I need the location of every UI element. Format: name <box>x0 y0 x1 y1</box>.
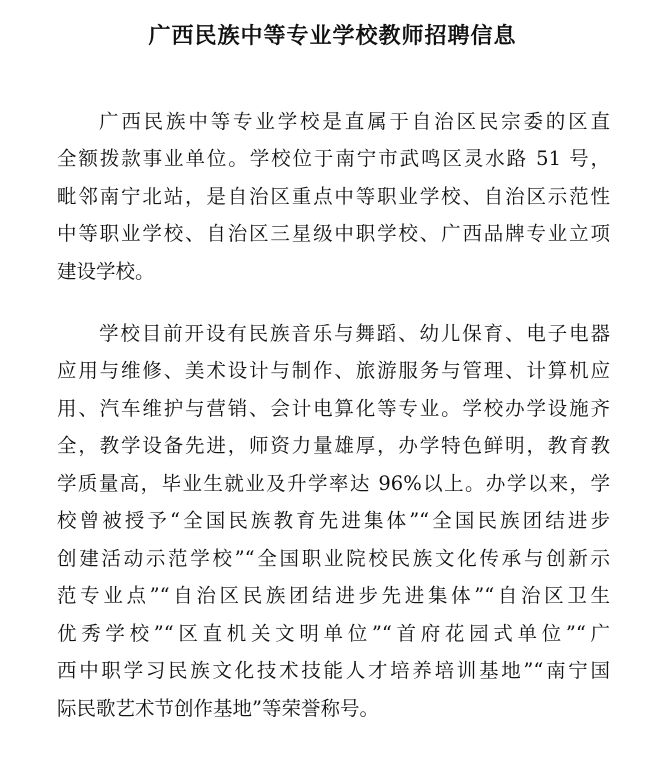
page-title: 广西民族中等专业学校教师招聘信息 <box>148 24 517 49</box>
paragraph-2-line-2: 应用与维修、美术设计与制作、旅游服务与管理、计算机应 <box>57 359 610 382</box>
paragraph-1-line-5: 建设学校。 <box>57 260 155 283</box>
paragraph-2-line-7: 创建活动示范学校”“全国职业院校民族文化传承与创新示 <box>57 547 610 570</box>
paragraph-2-line-5: 学质量高，毕业生就业及升学率达 96%以上。办学以来，学 <box>57 472 610 495</box>
paragraph-2-line-8: 范专业点”“自治区民族团结进步先进集体”“自治区卫生 <box>57 584 610 607</box>
paragraph-1-line-4: 中等职业学校、自治区三星级中职学校、广西品牌专业立项 <box>57 222 610 245</box>
paragraph-2-line-11: 际民歌艺术节创作基地”等荣誉称号。 <box>57 697 379 720</box>
paragraph-1-line-2: 全额拨款事业单位。学校位于南宁市武鸣区灵水路 51 号， <box>57 147 610 170</box>
paragraph-2-line-6: 校曾被授予“全国民族教育先进集体”“全国民族团结进步 <box>57 509 610 532</box>
paragraph-2-line-10: 西中职学习民族文化技术技能人才培养培训基地”“南宁国 <box>57 659 610 682</box>
paragraph-2-line-1: 学校目前开设有民族音乐与舞蹈、幼儿保育、电子电器 <box>99 322 610 345</box>
paragraph-2-line-4: 全，教学设备先进，师资力量雄厚，办学特色鲜明，教育教 <box>57 434 610 457</box>
paragraph-1-line-1: 广西民族中等专业学校是直属于自治区民宗委的区直 <box>99 110 610 133</box>
paragraph-2-line-3: 用、汽车维护与营销、会计电算化等专业。学校办学设施齐 <box>57 397 610 420</box>
paragraph-2-line-9: 优秀学校”“区直机关文明单位”“首府花园式单位”“广 <box>57 622 610 645</box>
paragraph-1-line-3: 毗邻南宁北站，是自治区重点中等职业学校、自治区示范性 <box>57 185 610 208</box>
